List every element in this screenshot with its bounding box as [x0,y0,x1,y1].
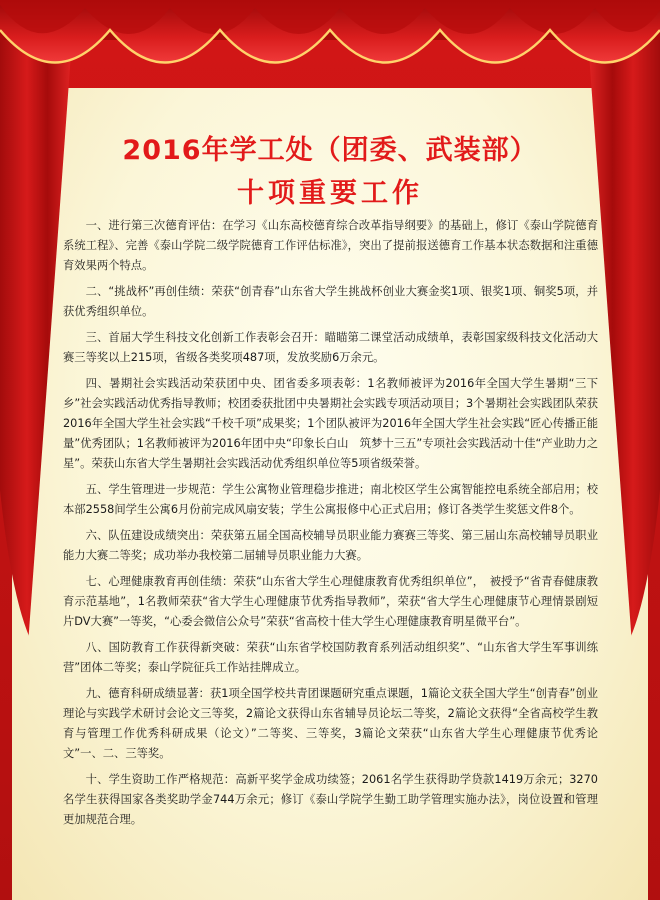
item-10: 十、学生资助工作严格规范：高新平奖学金成功续签；2061名学生获得助学贷款1419万余元；3270名学生获得国家各类奖助学金744万余元；修订《泰山学院学生勤工助学管理实施办法》，岗位设置和管理更加规范合理。 [63,773,598,826]
content-body [63,216,598,836]
item-5: 五、学生管理进一步规范：学生公寓物业管理稳步推进；南北校区学生公寓智能控电系统全部启用；校本部2558间学生公寓6月份前完成风扇安装；学生公寓报修中心正式启用；修订各类学生奖惩文件8个。 [63,483,598,516]
item-8: 八、国防教育工作获得新突破：荣获“山东省学校国防教育系列活动组织奖”、“山东省大学生军事训练营”团体二等奖；泰山学院征兵工作站挂牌成立。 [63,641,598,674]
title-line-2: 十项重要工作 [237,178,423,209]
item-6: 六、队伍建设成绩突出：荣获第五届全国高校辅导员职业能力赛赛三等奖、第三届山东高校辅导员职业能力大赛二等奖；成功举办我校第二届辅导员职业能力大赛。 [63,529,598,562]
item-4: 四、暑期社会实践活动荣获团中央、团省委多项表彰：1名教师被评为2016年全国大学生暑期“三下乡”社会实践活动优秀指导教师；校团委获批团中央暑期社会实践专项活动项目；3个暑期社会实践团队荣获2016年全国大学生社会实践“千校千项”成果奖；1个团队被评为2016年全国大学生社会实践“匠心传播正能量”优秀团队；1名教师被评为2016年团中央“印象长白山 筑梦十三五”专项社会实践活动十佳“产业助力之星”。荣获山东省大学生暑期社会实践活动优秀组织单位等5项省级荣誉。 [63,377,598,470]
item-1: 一、进行第三次德育评估：在学习《山东高校德育综合改革指导纲要》的基础上，修订《泰山学院德育系统工程》、完善《泰山学院二级学院德育工作评估标准》，突出了提前报送德育工作基本状态数据和注重德育效果两个特点。 [63,219,598,272]
title-line-1: 2016年学工处（团委、武装部） [122,135,538,166]
item-2: 二、“挑战杯”再创佳绩：荣获“创青春”山东省大学生挑战杯创业大赛金奖1项、银奖1项、铜奖5项，并获优秀组织单位。 [63,285,598,318]
item-7: 七、心理健康教育再创佳绩：荣获“山东省大学生心理健康教育优秀组织单位”， 被授予“省青春健康教育示范基地”，1名教师荣获“省大学生心理健康节优秀指导教师”，荣获“省大学生心理健康节心理情景剧短片DV大赛”一等奖，“心委会微信公众号”荣获“省高校十佳大学生心理健康教育明星微平台”。 [63,575,598,628]
item-9: 九、德育科研成绩显著：获1项全国学校共青团课题研究重点课题，1篇论文获全国大学生“创青春”创业理论与实践学术研讨会论文三等奖，2篇论文获得山东省辅导员论坛二等奖，2篇论文获得“全省高校学生教育与管理工作优秀科研成果（论文）”二等奖、三等奖，3篇论文荣获“山东省大学生心理健康节优秀论文”一、二、三等奖。 [63,687,598,760]
top-curtain-valance [0,0,660,120]
item-3: 三、首届大学生科技文化创新工作表彰会召开：瞄瞄第二课堂活动成绩单，表彰国家级科技文化活动大赛三等奖以上215项，省级各类奖项487项，发放奖励6万余元。 [63,331,598,364]
